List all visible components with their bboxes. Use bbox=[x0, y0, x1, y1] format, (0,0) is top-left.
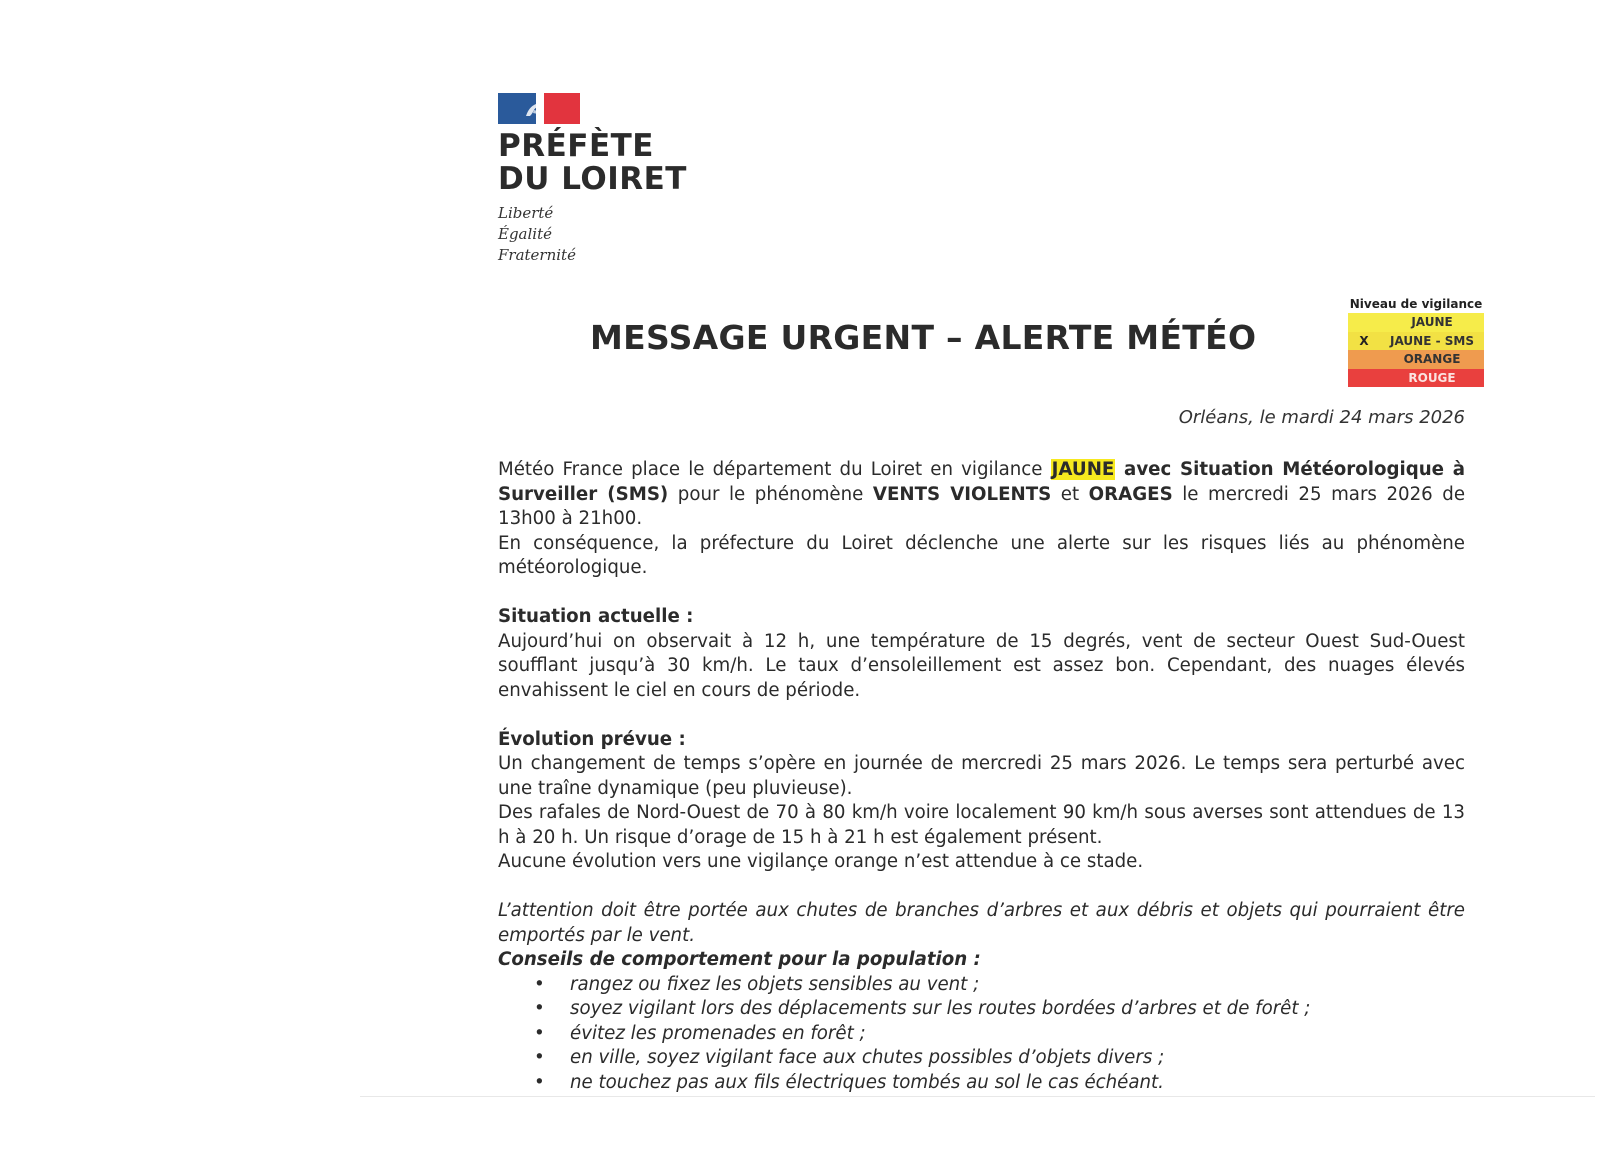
conseils-title: Conseils de comportement pour la population : bbox=[498, 949, 981, 970]
intro-sms-text: avec Situation Météorologique à Surveiller (SMS) bbox=[498, 459, 1465, 505]
evolution-title: Évolution prévue : bbox=[498, 728, 686, 750]
authority-name bbox=[498, 130, 698, 196]
bullet-icon: • bbox=[534, 1047, 545, 1068]
evolution-paragraph-1: Un changement de temps s’opère en journée de mercredi 25 mars 2026. Le temps sera perturbé avec une traîne dynamique (peu pluvieuse). bbox=[498, 753, 1465, 799]
situation-title: Situation actuelle : bbox=[498, 606, 694, 627]
vigilance-mark bbox=[1348, 369, 1380, 388]
intro-paragraph bbox=[498, 458, 1465, 532]
vigilance-table-title: Niveau de vigilance bbox=[1349, 297, 1483, 311]
vigilance-row-jaune bbox=[1348, 313, 1484, 332]
conseil-text: en ville, soyez vigilant face aux chutes possibles d’objets divers ; bbox=[570, 1047, 1165, 1068]
list-item bbox=[498, 1071, 1465, 1096]
bullet-icon: • bbox=[534, 1022, 545, 1044]
conseil-text: rangez ou fixez les objets sensibles au vent ; bbox=[570, 973, 980, 995]
vigilance-level-highlight: JAUNE bbox=[1051, 459, 1115, 480]
consequence-paragraph: En conséquence, la préfecture du Loiret déclenche une alerte sur les risques liés au phénomène météorologique. bbox=[498, 532, 1465, 578]
evolution-paragraph-3: Aucune évolution vers une vigilançe orange n’est attendue à ce stade. bbox=[498, 851, 1144, 872]
vigilance-label: JAUNE - SMS bbox=[1390, 333, 1474, 348]
evolution-paragraph-2: Des rafales de Nord-Ouest de 70 à 80 km/h voire localement 90 km/h sous averses sont attendues de 13 h à 20 h. Un risque d’orage de 15 h à 21 h est également présent. bbox=[498, 802, 1465, 848]
authority-line-2: DU LOIRET bbox=[498, 161, 687, 197]
list-item bbox=[498, 997, 1465, 1022]
document-body bbox=[498, 458, 1465, 1095]
conseil-text: évitez les promenades en forêt ; bbox=[570, 1022, 866, 1044]
flag-white-band bbox=[536, 93, 544, 124]
vigilance-label: ORANGE bbox=[1403, 352, 1461, 366]
vigilance-row-orange bbox=[1348, 350, 1484, 369]
intro-text-1: Météo France place le département du Loiret en vigilance bbox=[498, 459, 1051, 480]
vigilance-mark bbox=[1348, 350, 1380, 369]
republic-motto bbox=[498, 203, 698, 266]
bullet-icon: • bbox=[534, 1071, 545, 1093]
motto-egalite: Égalité bbox=[498, 225, 552, 243]
phenomenon-vents: VENTS VIOLENTS bbox=[872, 483, 1052, 505]
list-item bbox=[498, 1022, 1465, 1047]
vigilance-mark-selected: X bbox=[1359, 333, 1369, 348]
motto-fraternite: Fraternité bbox=[498, 246, 576, 264]
phenomenon-orages: ORAGES bbox=[1088, 483, 1173, 505]
vigilance-level-table bbox=[1348, 297, 1484, 387]
flag-blue-band bbox=[498, 93, 536, 124]
bullet-icon: • bbox=[534, 973, 545, 995]
list-item bbox=[498, 1046, 1465, 1071]
vigilance-label: ROUGE bbox=[1408, 370, 1456, 385]
bullet-icon: • bbox=[534, 998, 545, 1019]
flag-red-band bbox=[544, 93, 580, 124]
situation-paragraph: Aujourd’hui on observait à 12 h, une température de 15 degrés, vent de secteur Ouest Sud-Ouest soufflant jusqu’à 30 km/h. Le taux d’ensoleillement est assez bon. Cependant, des nuages élevés envahissent le ciel en cours de période. bbox=[498, 630, 1465, 701]
motto-liberte: Liberté bbox=[498, 204, 554, 222]
document-title: MESSAGE URGENT – ALERTE MÉTÉO bbox=[590, 318, 1257, 357]
vigilance-row-rouge bbox=[1348, 369, 1484, 388]
authority-line-1: PRÉFÈTE bbox=[498, 128, 654, 164]
conseils-list bbox=[498, 973, 1465, 1096]
conseil-text: soyez vigilant lors des déplacements sur les routes bordées d’arbres et de forêt ; bbox=[570, 998, 1311, 1019]
vigilance-mark bbox=[1348, 313, 1380, 332]
conseil-text: ne touchez pas aux fils électriques tombés au sol le cas échéant. bbox=[570, 1071, 1164, 1093]
vigilance-label: JAUNE bbox=[1411, 315, 1453, 329]
prefecture-logo-block bbox=[498, 93, 698, 266]
intro-text-4: et bbox=[1051, 483, 1089, 505]
document-date: Orléans, le mardi 24 mars 2026 bbox=[1178, 407, 1465, 428]
list-item bbox=[498, 973, 1465, 998]
vigilance-row-jaune-sms bbox=[1348, 332, 1484, 351]
intro-text-5: le mercredi 25 mars 2026 de 13h00 à 21h00. bbox=[498, 483, 1466, 529]
attention-paragraph: L’attention doit être portée aux chutes de branches d’arbres et aux débris et objets qui pourraient être emportés par le vent. bbox=[498, 900, 1465, 946]
scan-edge-line bbox=[360, 1096, 1595, 1097]
intro-text-3: pour le phénomène bbox=[668, 483, 873, 505]
republic-flag-logo bbox=[498, 93, 580, 124]
